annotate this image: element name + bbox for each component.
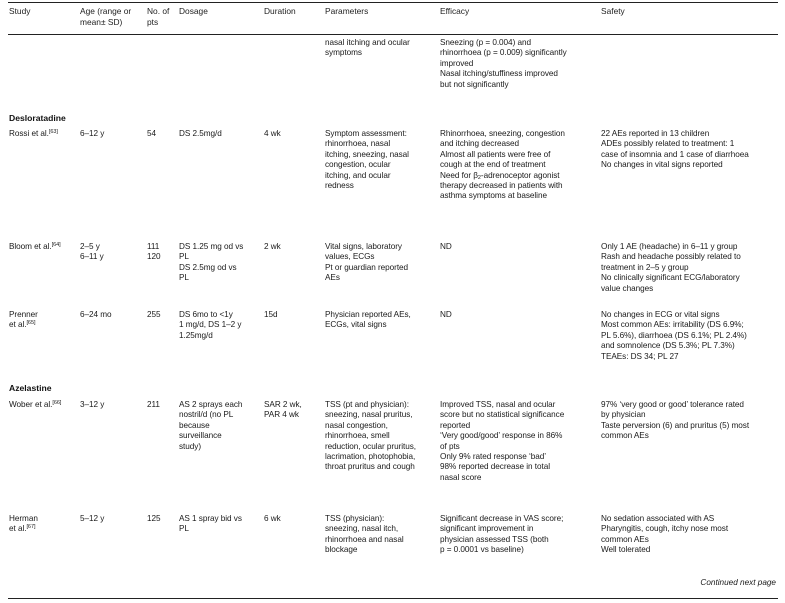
herman-dosage xyxy=(179,514,242,535)
text-line: itching, and ocular xyxy=(325,170,391,180)
text-line: No changes in ECG or vital signs xyxy=(601,310,720,319)
col-header-pts-line2: pts xyxy=(147,16,159,27)
text-line: PL xyxy=(179,252,189,262)
col-header-efficacy: Efficacy xyxy=(440,6,470,16)
text-line: et al. xyxy=(9,524,27,534)
herman-efficacy xyxy=(440,514,563,556)
text-fragment: -adrenoceptor agonist xyxy=(480,170,560,180)
text-line: Vital signs, laboratory xyxy=(325,242,402,251)
text-line: sneezing, nasal itch, xyxy=(325,524,399,534)
rossi-efficacy xyxy=(440,129,565,202)
text-line: 1.25mg/d xyxy=(179,330,213,340)
text-line: PL xyxy=(179,273,189,283)
prenner-duration: 15d xyxy=(264,310,278,319)
col-header-age-line1: Age (range or xyxy=(80,6,132,16)
text-line: nasal congestion, xyxy=(325,420,388,430)
prenner-safety xyxy=(601,310,747,362)
wober-pts: 211 xyxy=(147,400,160,409)
bloom-duration: 2 wk xyxy=(264,242,281,251)
text-line: rhinorrhoea, smell xyxy=(325,431,390,441)
text-line: and itching decreased xyxy=(440,139,520,149)
text-line: DS 1.25 mg od vs xyxy=(179,242,244,251)
herman-safety xyxy=(601,514,728,556)
text-line: PL 5.6%), diarrhoea (DS 6.1%; PL 2.4%) xyxy=(601,330,747,340)
prenner-age: 6–24 mo xyxy=(80,310,112,319)
text-line: nasal itching and ocular xyxy=(325,38,410,47)
text-line: Improved TSS, nasal and ocular xyxy=(440,400,556,409)
text-line: 2–5 y xyxy=(80,242,100,251)
table-bottom-rule xyxy=(8,598,778,599)
text-line: 97% ‘very good or good’ tolerance rated xyxy=(601,400,744,409)
text-line: TEAEs: DS 34; PL 27 xyxy=(601,351,679,361)
prenner-study xyxy=(9,310,38,331)
reference-number: [66] xyxy=(52,400,62,406)
study-name: Bloom et al. xyxy=(9,242,52,251)
text-line: Nasal itching/stuffiness improved xyxy=(440,69,558,79)
text-line: reduction, ocular pruritus, xyxy=(325,441,417,451)
reference-number: [63] xyxy=(48,129,58,135)
text-line: congestion, ocular xyxy=(325,160,391,170)
text-line: but not significantly xyxy=(440,79,509,89)
text-line: p = 0.0001 vs baseline) xyxy=(440,545,524,555)
text-line: rhinorrhoea, nasal xyxy=(325,139,391,149)
text-line: AS 2 sprays each xyxy=(179,400,243,409)
text-line: Symptom assessment: xyxy=(325,129,407,138)
col-header-duration: Duration xyxy=(264,6,296,16)
continued-row-parameters xyxy=(325,38,410,59)
text-line: blockage xyxy=(325,545,358,555)
reference-number: [65] xyxy=(26,320,36,327)
bloom-age xyxy=(80,242,104,263)
col-header-dosage: Dosage xyxy=(179,6,208,16)
text-line: case of insomnia and 1 case of diarrhoea xyxy=(601,149,749,159)
text-line: DS 6mo to <1y xyxy=(179,310,233,319)
text-line: Physician reported AEs, xyxy=(325,310,411,319)
col-header-pts xyxy=(147,6,169,27)
prenner-efficacy: ND xyxy=(440,310,452,319)
text-line: surveillance xyxy=(179,431,222,441)
text-line: nostril/d (no PL xyxy=(179,410,234,420)
text-line: by physician xyxy=(601,410,646,420)
prenner-parameters xyxy=(325,310,411,331)
text-line: PAR 4 wk xyxy=(264,410,299,420)
prenner-pts: 255 xyxy=(147,310,161,319)
header-rule xyxy=(8,34,778,35)
bloom-parameters xyxy=(325,242,408,284)
text-line: DS 2.5mg od vs xyxy=(179,262,237,272)
text-line: common AEs xyxy=(601,431,649,441)
col-header-age xyxy=(80,6,131,27)
rossi-parameters xyxy=(325,129,409,191)
col-header-age-line2: mean± SD) xyxy=(80,16,123,27)
text-line: Most common AEs: irritability (DS 6.9%; xyxy=(601,320,744,330)
wober-age: 3–12 y xyxy=(80,400,105,409)
text-line: Rash and headache possibly related to xyxy=(601,252,741,262)
subscript: 2 xyxy=(477,174,481,181)
rossi-safety xyxy=(601,129,749,171)
herman-pts: 125 xyxy=(147,514,161,523)
rossi-age: 6–12 y xyxy=(80,129,105,138)
text-line: ADEs possibly related to treatment: 1 xyxy=(601,139,735,149)
text-line: sneezing, nasal pruritus, xyxy=(325,410,413,420)
text-line: improved xyxy=(440,58,474,68)
text-line: and somnolence (DS 5.3%; PL 7.3%) xyxy=(601,341,735,351)
wober-dosage xyxy=(179,400,242,452)
reference-number: [64] xyxy=(51,242,61,248)
text-line: asthma symptoms at baseline xyxy=(440,191,547,201)
text-line: symptoms xyxy=(325,48,362,58)
rossi-pts: 54 xyxy=(147,129,157,138)
group-heading-azelastine: Azelastine xyxy=(9,383,52,393)
text-line: reported xyxy=(440,420,471,430)
wober-duration xyxy=(264,400,302,421)
herman-age: 5–12 y xyxy=(80,514,105,523)
continued-row-efficacy xyxy=(440,38,567,90)
group-heading-desloratadine: Desloratadine xyxy=(9,113,66,123)
text-line: 111 xyxy=(147,242,160,251)
text-line: common AEs xyxy=(601,534,649,544)
col-header-safety: Safety xyxy=(601,6,625,16)
herman-parameters xyxy=(325,514,404,556)
rossi-study xyxy=(9,129,58,139)
text-line: treatment in 2–5 y group xyxy=(601,262,689,272)
text-line: ECGs, vital signs xyxy=(325,320,387,330)
text-line: AEs xyxy=(325,273,340,283)
text-line: rhinorrhoea and nasal xyxy=(325,534,404,544)
text-line: et al. xyxy=(9,320,27,330)
herman-study xyxy=(9,514,38,535)
text-line: Sneezing (p = 0.004) and xyxy=(440,38,531,47)
text-line: PL xyxy=(179,524,189,534)
text-line: throat pruritus and cough xyxy=(325,462,415,472)
text-line: value changes xyxy=(601,283,654,293)
text-line: physician assessed TSS (both xyxy=(440,534,549,544)
study-name: Rossi et al. xyxy=(9,129,49,138)
text-line: Herman xyxy=(9,514,38,523)
wober-parameters xyxy=(325,400,416,473)
text-line: ‘Very good/good’ response in 86% xyxy=(440,431,563,441)
table-top-rule xyxy=(8,2,778,3)
col-header-parameters: Parameters xyxy=(325,6,369,16)
reference-number: [67] xyxy=(26,524,36,531)
text-line: redness xyxy=(325,181,354,191)
text-line: No sedation associated with AS xyxy=(601,514,715,523)
text-line: itching, sneezing, nasal xyxy=(325,149,409,159)
continued-next-page-note: Continued next page xyxy=(700,578,776,587)
herman-duration: 6 wk xyxy=(264,514,281,523)
bloom-dosage xyxy=(179,242,243,284)
text-line: values, ECGs xyxy=(325,252,375,262)
wober-safety xyxy=(601,400,749,442)
text-line: AS 1 spray bid vs xyxy=(179,514,242,523)
text-fragment: Need for β xyxy=(440,170,478,180)
text-line: because xyxy=(179,420,210,430)
rossi-dosage: DS 2.5mg/d xyxy=(179,129,222,138)
text-line: significant improvement in xyxy=(440,524,534,534)
text-line: cough at the end of treatment xyxy=(440,160,546,170)
text-line xyxy=(440,171,560,180)
text-line: Significant decrease in VAS score; xyxy=(440,514,564,523)
rossi-duration: 4 wk xyxy=(264,129,281,138)
text-line: rhinorrhoea (p = 0.009) significantly xyxy=(440,48,567,58)
text-line: Only 1 AE (headache) in 6–11 y group xyxy=(601,242,738,251)
bloom-safety xyxy=(601,242,741,294)
text-line: TSS (pt and physician): xyxy=(325,400,409,409)
text-line: Only 9% rated response ‘bad’ xyxy=(440,452,547,462)
text-line: Rhinorrhoea, sneezing, congestion xyxy=(440,129,565,138)
text-line: Pharyngitis, cough, itchy nose most xyxy=(601,524,729,534)
bloom-efficacy: ND xyxy=(440,242,452,251)
text-line: No clinically significant ECG/laboratory xyxy=(601,273,740,283)
text-line: Almost all patients were free of xyxy=(440,149,551,159)
text-line: Prenner xyxy=(9,310,38,319)
text-line: Pt or guardian reported xyxy=(325,262,409,272)
text-line: lacrimation, photophobia, xyxy=(325,452,416,462)
text-line: score but no statistical significance xyxy=(440,410,565,420)
bloom-study xyxy=(9,242,61,252)
col-header-pts-line1: No. of xyxy=(147,6,170,16)
text-line: 98% reported decrease in total xyxy=(440,462,551,472)
text-line: therapy decreased in patients with xyxy=(440,181,563,191)
text-line: SAR 2 wk, xyxy=(264,400,302,409)
col-header-study: Study xyxy=(9,6,31,16)
text-line: study) xyxy=(179,441,201,451)
bloom-pts xyxy=(147,242,161,263)
text-line: of pts xyxy=(440,441,460,451)
wober-study xyxy=(9,400,61,410)
wober-efficacy xyxy=(440,400,564,483)
prenner-dosage xyxy=(179,310,241,341)
text-line: nasal score xyxy=(440,472,482,482)
text-line: 1 mg/d, DS 1–2 y xyxy=(179,320,242,330)
text-line: Taste perversion (6) and pruritus (5) most xyxy=(601,420,750,430)
text-line: 22 AEs reported in 13 children xyxy=(601,129,710,138)
text-line: 120 xyxy=(147,252,161,262)
text-line: TSS (physician): xyxy=(325,514,385,523)
text-line: Well tolerated xyxy=(601,545,651,555)
study-name: Wober et al. xyxy=(9,400,53,409)
text-line: 6–11 y xyxy=(80,252,104,262)
text-line: No changes in vital signs reported xyxy=(601,160,723,170)
